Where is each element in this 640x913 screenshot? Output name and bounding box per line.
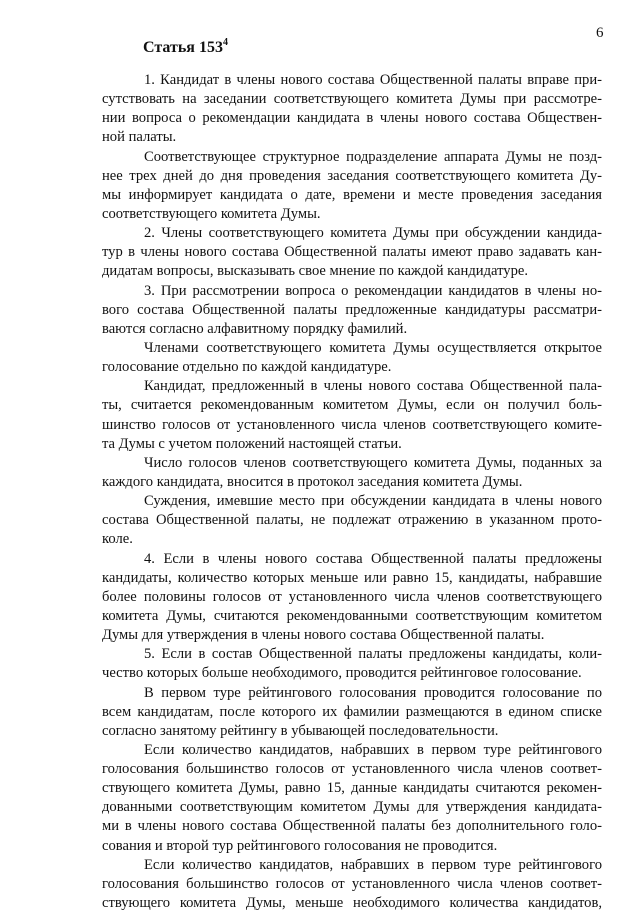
- paragraph-line: чество которых больше необходимого, проводится рейтинговое голосование.: [102, 665, 582, 682]
- paragraph-line: ной палаты.: [102, 129, 177, 146]
- paragraph: [102, 454, 602, 492]
- paragraph-line: 4. Если в члены нового состава Общественной палаты предложены: [144, 550, 602, 567]
- paragraph-line: Суждения, имевшие место при обсуждении кандидата в члены нового: [144, 493, 602, 510]
- paragraph: [102, 377, 602, 454]
- paragraph-line: 5. Если в состав Общественной палаты предложены кандидаты, коли-: [144, 646, 602, 663]
- paragraph-line: сования и второй тур рейтингового голосования не проводится.: [102, 837, 498, 854]
- paragraph-line: дидатам вопросы, высказывать свое мнение по каждой кандидатуре.: [102, 263, 529, 280]
- article-title-superscript: 4: [222, 36, 228, 48]
- paragraph-line: комитета Думы, считаются рекомендованными соответствующим комитетом: [102, 607, 602, 624]
- paragraph-line: ствующего комитета Думы, меньше необходимого количества кандидатов,: [102, 895, 602, 912]
- paragraph-line: голосование отдельно по каждой кандидатуре.: [102, 359, 392, 376]
- paragraph-line: Соответствующее структурное подразделение аппарата Думы не позд-: [144, 148, 602, 165]
- paragraph-line: состава Общественной палаты, не подлежат отражению в указанном прото-: [102, 512, 602, 529]
- paragraph-line: вого состава Общественной палаты предложенные кандидатуры рассматри-: [102, 301, 602, 318]
- paragraph-line: всем кандидатам, после которого их фамилии размещаются в едином списке: [102, 703, 602, 720]
- paragraph: [102, 148, 602, 225]
- paragraph-line: сутствовать на заседании соответствующего комитета Думы при рассмотре-: [102, 91, 602, 108]
- paragraph-line: 2. Члены соответствующего комитета Думы при обсуждении кандида-: [144, 225, 602, 242]
- paragraph-line: мы информирует кандидата о дате, времени и месте проведения заседания: [102, 186, 602, 203]
- paragraph-line: нее трех дней до дня проведения заседания соответствующего комитета Ду-: [102, 167, 602, 184]
- paragraph-line: коле.: [102, 531, 133, 548]
- paragraph-line: голосования большинство голосов от установленного числа членов соответ-: [102, 875, 602, 892]
- paragraph-line: Членами соответствующего комитета Думы осуществляется открытое: [144, 339, 602, 356]
- paragraph-line: ми в члены нового состава Общественной палаты без дополнительного голо-: [102, 818, 602, 835]
- paragraph: [102, 550, 602, 646]
- paragraph-line: Думы для утверждения в члены нового состава Общественной палаты.: [102, 627, 545, 644]
- paragraph-line: Кандидат, предложенный в члены нового состава Общественной пала-: [144, 378, 602, 395]
- paragraph: [102, 684, 602, 741]
- paragraph: [102, 224, 602, 281]
- paragraph-line: дованными соответствующим комитетом Думы для утверждения кандидата-: [102, 799, 602, 816]
- paragraph-line: шинство голосов от установленного числа членов соответствующего комите-: [102, 416, 602, 433]
- paragraph-line: голосования большинство голосов от установленного числа членов соответ-: [102, 761, 602, 778]
- paragraph: [102, 741, 602, 856]
- article-body: [102, 71, 602, 913]
- paragraph-line: Если количество кандидатов, набравших в первом туре рейтингового: [144, 741, 602, 758]
- paragraph-line: нии вопроса о рекомендации кандидата в члены нового состава Обществен-: [102, 110, 602, 127]
- paragraph-line: соответствующего комитета Думы.: [102, 205, 321, 222]
- paragraph-line: В первом туре рейтингового голосования проводится голосование по: [144, 684, 602, 701]
- paragraph-line: ты, считается рекомендованным комитетом Думы, если он получил боль-: [102, 397, 602, 414]
- paragraph: [102, 71, 602, 148]
- paragraph-line: Число голосов членов соответствующего комитета Думы, поданных за: [144, 454, 602, 471]
- paragraph-line: кандидаты, количество которых меньше или равно 15, кандидаты, набравшие: [102, 569, 602, 586]
- paragraph: [102, 856, 602, 913]
- paragraph-line: согласно занятому рейтингу в убывающей последовательности.: [102, 722, 499, 739]
- paragraph-line: 3. При рассмотрении вопроса о рекомендации кандидатов в члены но-: [144, 282, 602, 299]
- paragraph-line: 1. Кандидат в члены нового состава Общественной палаты вправе при-: [144, 72, 602, 88]
- paragraph-line: та Думы с учетом положений настоящей статьи.: [102, 435, 402, 452]
- paragraph-line: ствующего комитета Думы, равно 15, данные кандидаты считаются рекомен-: [102, 780, 602, 797]
- paragraph-line: каждого кандидата, вносится в протокол заседания комитета Думы.: [102, 473, 523, 490]
- paragraph: [102, 282, 602, 339]
- paragraph: [102, 492, 602, 549]
- paragraph-line: Если количество кандидатов, набравших в первом туре рейтингового: [144, 856, 602, 873]
- article-title-text: Статья 153: [143, 39, 223, 56]
- paragraph: [102, 645, 602, 683]
- paragraph-line: ваются согласно алфавитному порядку фамилий.: [102, 320, 408, 337]
- page-number: 6: [596, 25, 604, 41]
- article-title: [143, 38, 228, 58]
- paragraph-line: тур в члены нового состава Общественной палаты имеют право задавать кан-: [102, 244, 602, 261]
- paragraph-line: более половины голосов от установленного числа членов соответствующего: [102, 588, 602, 605]
- paragraph: [102, 339, 602, 377]
